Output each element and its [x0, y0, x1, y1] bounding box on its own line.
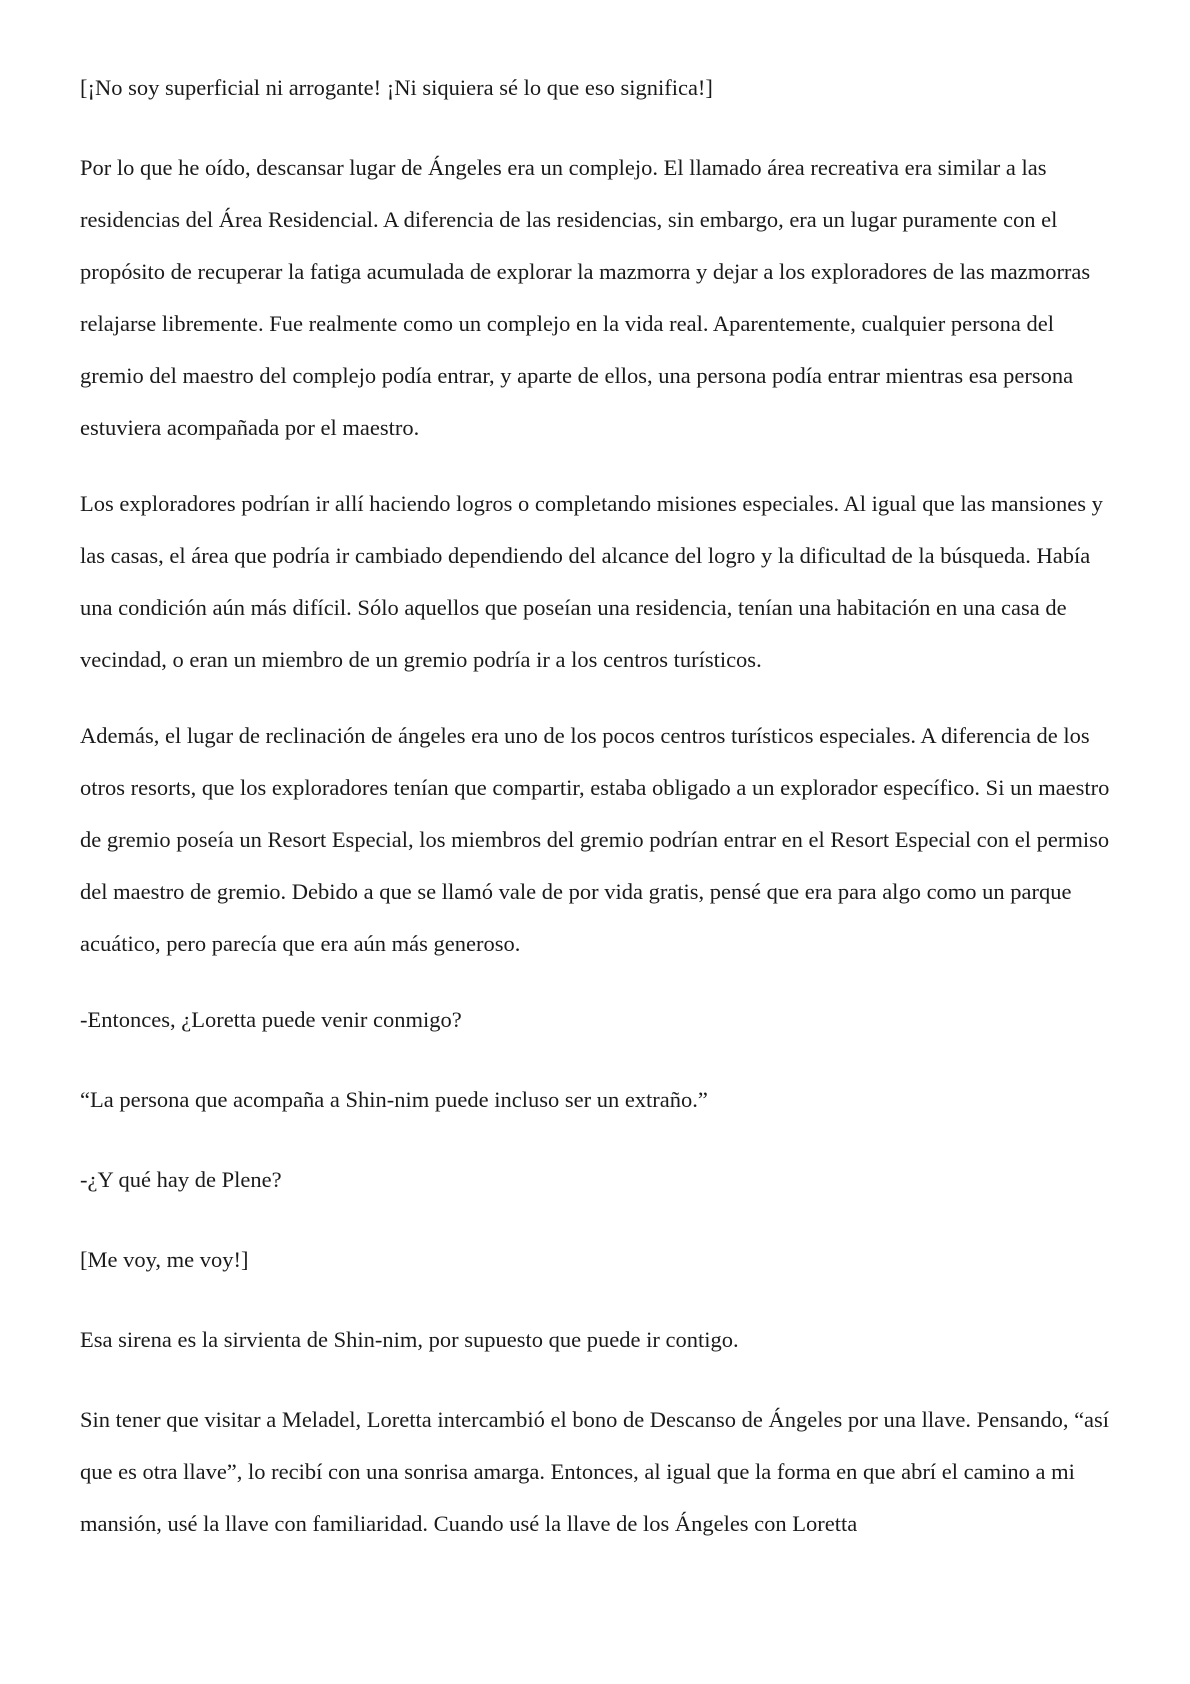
paragraph-4: Además, el lugar de reclinación de ángeles era uno de los pocos centros turísticos especiales. A diferencia de los otros resorts, que los exploradores tenían que compartir, estaba obligado a un explorador específico. Si un maestro de gremio poseía un Resort Especial, los miembros del gremio podrían entrar en el Resort Especial con el permiso del maestro de gremio. Debido a que se llamó vale de por vida gratis, pensé que era para algo como un parque acuático, pero parecía que era aún más generoso.: [80, 723, 1110, 956]
paragraph-2: Por lo que he oído, descansar lugar de Ángeles era un complejo. El llamado área recreativa era similar a las residencias del Área Residencial. A diferencia de las residencias, sin embargo, era un lugar puramente con el propósito de recuperar la fatiga acumulada de explorar la mazmorra y dejar a los exploradores de las mazmorras relajarse libremente. Fue realmente como un complejo en la vida real. Aparentemente, cualquier persona del gremio del maestro del complejo podía entrar, y aparte de ellos, una persona podía entrar mientras esa persona estuviera acompañada por el maestro.: [80, 155, 1091, 440]
paragraph-6: “La persona que acompaña a Shin-nim puede incluso ser un extraño.”: [80, 1087, 708, 1112]
paragraph-3: Los exploradores podrían ir allí haciendo logros o completando misiones especiales. Al igual que las mansiones y las casas, el área que podría ir cambiado dependiendo del alcance del logro y la dificultad de la búsqueda. Había una condición aún más difícil. Sólo aquellos que poseían una residencia, tenían una habitación en una casa de vecindad, o eran un miembro de un gremio podría ir a los centros turísticos.: [80, 491, 1103, 672]
paragraph-10: Sin tener que visitar a Meladel, Loretta intercambió el bono de Descanso de Ángeles por una llave. Pensando, “así que es otra llave”, lo recibí con una sonrisa amarga. Entonces, al igual que la forma en que abrí el camino a mi mansión, usé la llave con familiaridad. Cuando usé la llave de los Ángeles con Loretta: [80, 1407, 1110, 1536]
paragraph-9: Esa sirena es la sirvienta de Shin-nim, por supuesto que puede ir contigo.: [80, 1327, 739, 1352]
paragraph-5: -Entonces, ¿Loretta puede venir conmigo?: [80, 1007, 462, 1032]
paragraph-1: [¡No soy superficial ni arrogante! ¡Ni siquiera sé lo que eso significa!]: [80, 75, 713, 100]
document-page: [80, 62, 1120, 1574]
paragraph-7: -¿Y qué hay de Plene?: [80, 1167, 282, 1192]
paragraph-8: [Me voy, me voy!]: [80, 1247, 249, 1272]
